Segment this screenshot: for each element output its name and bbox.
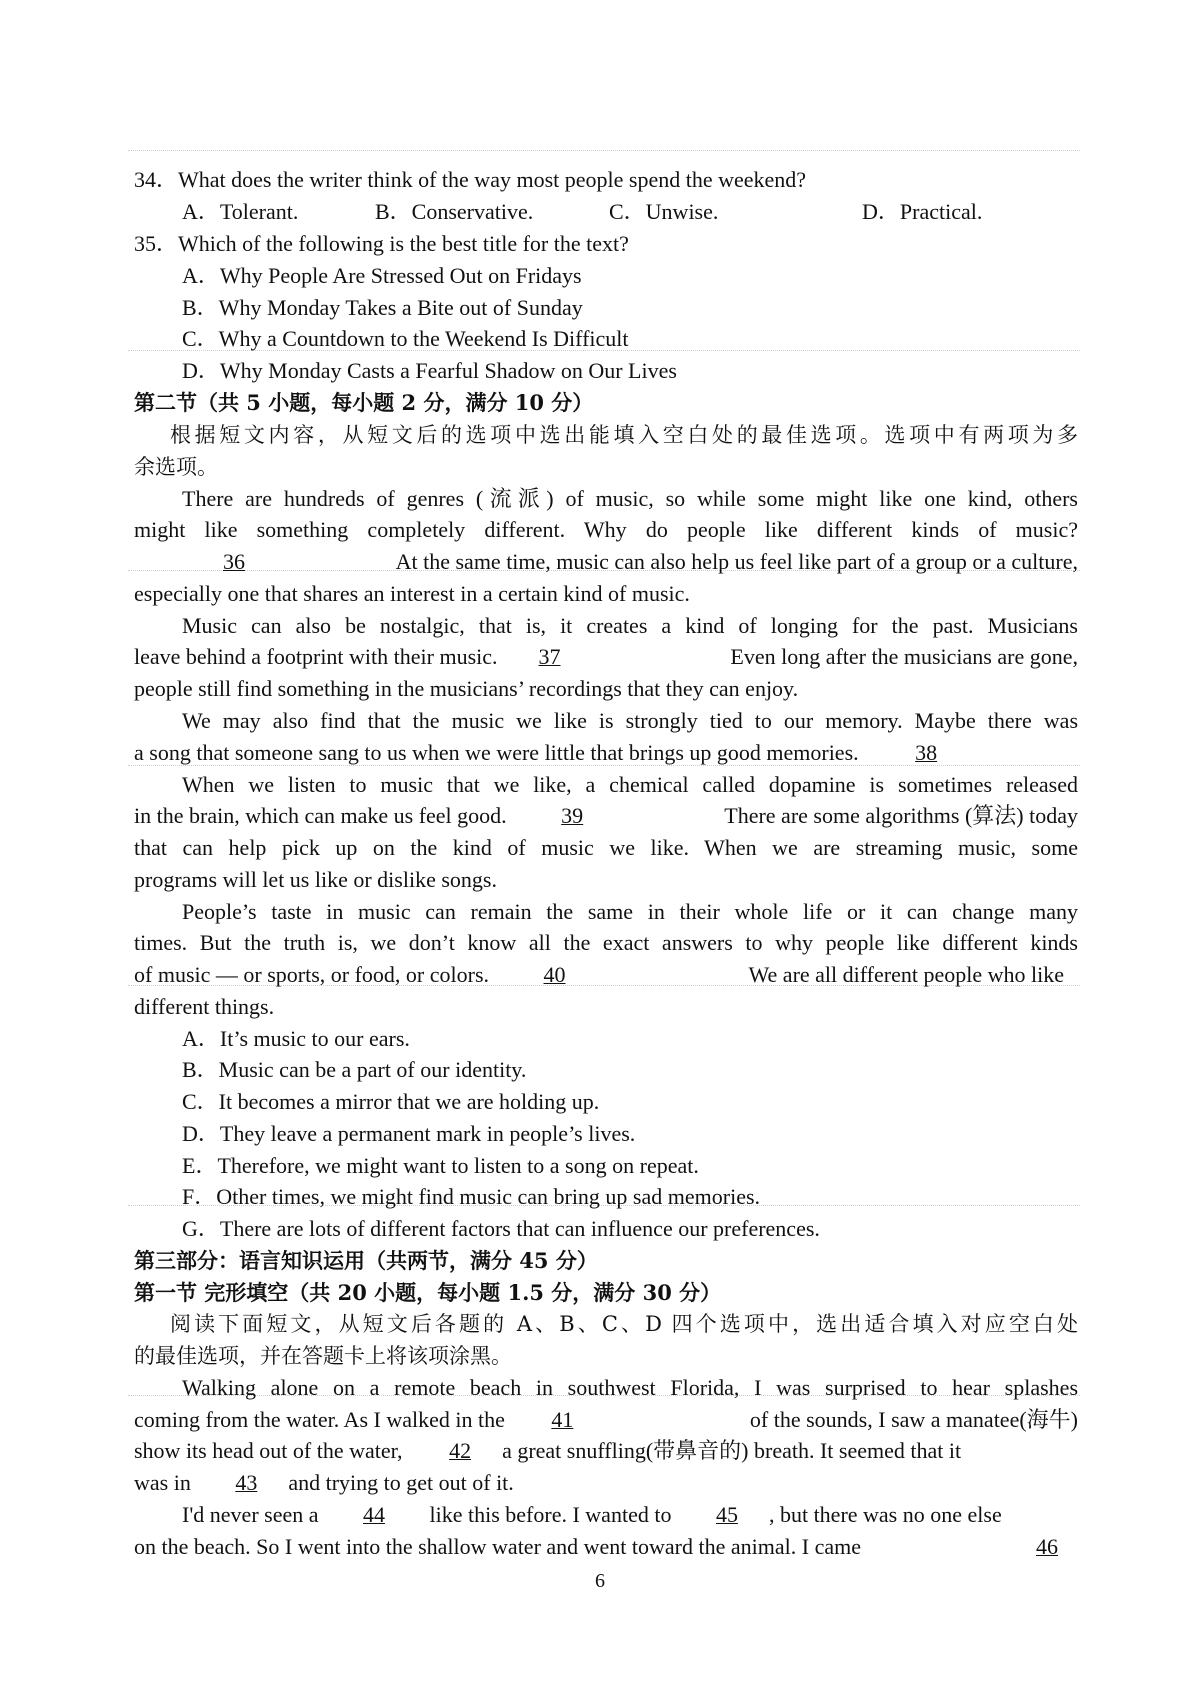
passage-text: was in: [134, 1470, 191, 1495]
passage-text: like this before. I wanted to: [429, 1502, 672, 1527]
passage-line: There are hundreds of genres (流派) of music, so while some might like one kind, others: [182, 486, 1078, 511]
section-2-instruction-cont: 余选项。: [134, 455, 218, 479]
passage-text: and trying to get out of it.: [288, 1470, 514, 1495]
passage-text: coming from the water. As I walked in the: [134, 1407, 505, 1432]
option-a: A．Why People Are Stressed Out on Fridays: [182, 263, 582, 288]
passage-text: , but there was no one else: [768, 1502, 1002, 1527]
option-c: C．Why a Countdown to the Weekend Is Difficult: [182, 326, 629, 351]
passage-line: [134, 641, 1078, 673]
passage-line: We may also find that the music we like is strongly tied to our memory. Maybe there was: [182, 708, 1078, 733]
section-2-instruction: 根据短文内容，从短文后的选项中选出能填入空白处的最佳选项。选项中有两项为多: [170, 423, 1078, 447]
passage-line: especially one that shares an interest in a certain kind of music.: [134, 581, 690, 606]
passage-line: [182, 546, 1078, 578]
option-d: D．They leave a permanent mark in people’s lives.: [182, 1121, 636, 1146]
section-2-heading: 第二节（共 5 小题，每小题 2 分，满分 10 分）: [134, 390, 594, 415]
option-a: A．Tolerant.: [182, 199, 299, 224]
passage-line: different things.: [134, 994, 275, 1019]
passage-line: When we listen to music that we like, a chemical called dopamine is sometimes released: [182, 772, 1078, 797]
option-b: B．Why Monday Takes a Bite out of Sunday: [182, 295, 583, 320]
passage-line: [134, 1404, 1078, 1436]
passage-text: show its head out of the water,: [134, 1438, 403, 1463]
passage-text: a great snuffling(带鼻音的) breath. It seemed that it: [502, 1438, 962, 1463]
guide-rule: [128, 150, 1080, 151]
passage-text: At the same time, music can also help us feel like part of a group or a culture,: [395, 549, 1078, 574]
passage-text: Even long after the musicians are gone,: [730, 644, 1078, 669]
passage-text: I'd never seen a: [182, 1502, 319, 1527]
blank-42: 42: [449, 1438, 472, 1463]
question-35-stem: 35．Which of the following is the best title for the text?: [134, 231, 629, 256]
passage-line: programs will let us like or dislike songs.: [134, 867, 497, 892]
blank-37: 37: [538, 644, 561, 669]
option-a: A．It’s music to our ears.: [182, 1026, 410, 1051]
passage-line: Music can also be nostalgic, that is, it creates a kind of longing for the past. Musicians: [182, 613, 1078, 638]
passage-line: [182, 1499, 1078, 1531]
option-f: F．Other times, we might find music can bring up sad memories.: [182, 1184, 761, 1209]
passage-line: [134, 1435, 1078, 1467]
blank-46: 46: [1036, 1534, 1058, 1559]
option-d: D．Why Monday Casts a Fearful Shadow on Our Lives: [182, 358, 677, 383]
part-3-subheading: 第一节 完形填空（共 20 小题，每小题 1.5 分，满分 30 分）: [134, 1280, 722, 1305]
passage-line: [134, 959, 1064, 991]
passage-text: a song that someone sang to us when we were little that brings up good memories.: [134, 740, 859, 765]
question-34-stem: 34．What does the writer think of the way most people spend the weekend?: [134, 167, 807, 192]
option-b: B．Conservative.: [375, 199, 534, 224]
passage-text: in the brain, which can make us feel good.: [134, 803, 507, 828]
option-g: G．There are lots of different factors that can influence our preferences.: [182, 1216, 820, 1241]
passage-line: [134, 737, 1078, 769]
passage-line: times. But the truth is, we don’t know all the exact answers to why people like different kinds: [134, 930, 1078, 955]
option-b: B．Music can be a part of our identity.: [182, 1057, 527, 1082]
blank-39: 39: [561, 803, 584, 828]
blank-36: 36: [223, 549, 245, 574]
part-3-instruction-cont: 的最佳选项，并在答题卡上将该项涂黑。: [134, 1344, 512, 1368]
page-number: 6: [595, 1570, 605, 1592]
passage-line: People’s taste in music can remain the same in their whole life or it can change many: [182, 899, 1078, 924]
blank-40: 40: [543, 962, 566, 987]
passage-text: of music — or sports, or food, or colors.: [134, 962, 490, 987]
option-c: C．It becomes a mirror that we are holding up.: [182, 1089, 600, 1114]
passage-line: people still find something in the musicians’ recordings that they can enjoy.: [134, 676, 799, 701]
blank-43: 43: [235, 1470, 258, 1495]
passage-line: [134, 1467, 1078, 1499]
passage-line: [134, 800, 1078, 832]
passage-text: leave behind a footprint with their music.: [134, 644, 498, 669]
passage-line: might like something completely different. Why do people like different kinds of music?: [134, 517, 1078, 542]
blank-45: 45: [715, 1502, 738, 1527]
part-3-heading: 第三部分：语言知识运用（共两节，满分 45 分）: [134, 1248, 598, 1273]
passage-line: [134, 1531, 1078, 1563]
passage-line: that can help pick up on the kind of music we like. When we are streaming music, some: [134, 835, 1078, 860]
passage-text: We are all different people who like: [748, 962, 1064, 987]
option-d: D．Practical.: [862, 199, 983, 224]
question-34-options: [134, 196, 1078, 228]
blank-38: 38: [915, 740, 938, 765]
passage-text: There are some algorithms (算法) today: [724, 803, 1078, 828]
part-3-instruction: 阅读下面短文，从短文后各题的 A、B、C、D 四个选项中，选出适合填入对应空白处: [170, 1312, 1078, 1336]
option-c: C．Unwise.: [609, 199, 719, 224]
blank-44: 44: [363, 1502, 386, 1527]
option-e: E．Therefore, we might want to listen to a song on repeat.: [182, 1153, 699, 1178]
passage-line: Walking alone on a remote beach in southwest Florida, I was surprised to hear splashes: [182, 1375, 1078, 1400]
passage-text: on the beach. So I went into the shallow water and went toward the animal. I came: [134, 1534, 861, 1559]
blank-41: 41: [551, 1407, 574, 1432]
passage-text: of the sounds, I saw a manatee(海牛): [749, 1407, 1078, 1432]
